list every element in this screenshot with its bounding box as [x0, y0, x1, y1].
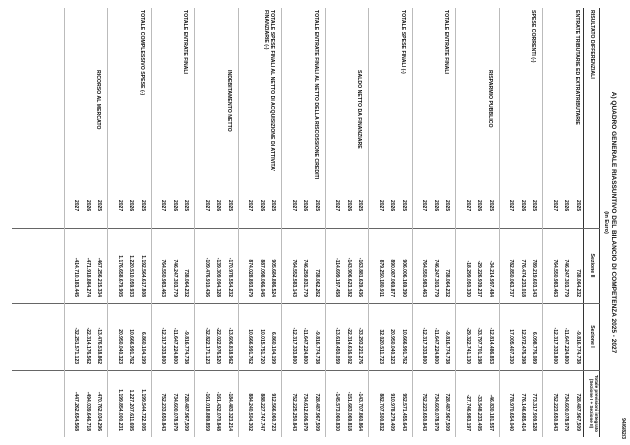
- value-totale: 734.600.078.979: [563, 393, 570, 431]
- row-year: 2027: [334, 200, 341, 212]
- value-totale: 776.146.685.414: [520, 393, 526, 431]
- row-label: SPESE CORRENTI (-): [530, 10, 537, 63]
- value-sezione-i: 10.666.991.762: [401, 329, 407, 364]
- value-sezione-i: 20.950.040.323: [389, 329, 396, 364]
- value-totale: 912.566.060.723: [270, 393, 277, 431]
- row-year: 2025: [314, 200, 320, 212]
- value-totale: 734.612.606.979: [302, 393, 309, 431]
- value-sezione-ii: -471.918.884.274: [85, 257, 91, 297]
- value-totale: -161.432.070.848: [215, 391, 222, 431]
- value-sezione-i: -22.314.616.002: [346, 327, 352, 364]
- value-sezione-ii: -143.906.623.182: [346, 257, 352, 297]
- value-sezione-i: 12.972.476.398: [520, 329, 526, 364]
- value-sezione-i: -22.022.976.520: [215, 327, 222, 364]
- value-sezione-i: -29.322.741.130: [465, 327, 471, 364]
- row-label: TOTALE ENTRATE FINALI: [182, 10, 189, 74]
- row-year: 2025: [96, 200, 103, 212]
- value-totale: -161.018.889.859: [204, 391, 210, 431]
- row-year: 2027: [465, 200, 471, 212]
- value-sezione-ii: -467.256.215.334: [96, 257, 103, 297]
- value-totale: 728.487.967,509: [314, 393, 320, 431]
- value-totale: 734.600.078.979: [172, 393, 178, 431]
- row-label: TOTALE COMPLESSIVO SPESE (-): [139, 10, 145, 96]
- value-totale: 752.225.250.843: [291, 393, 297, 431]
- value-totale: 884.240.504.302: [247, 393, 254, 431]
- row-year: 2027: [73, 200, 80, 212]
- row-separator: [543, 8, 544, 437]
- value-sezione-ii: -139.309.094.328: [215, 257, 222, 297]
- value-sezione-ii: 782.850.063.737: [508, 259, 515, 297]
- value-totale: -494.039.646.718: [85, 391, 91, 431]
- header-sezione-ii: Sezione II: [589, 253, 595, 278]
- value-sezione-ii: 789.219.603.143: [531, 259, 538, 297]
- value-sezione-i: 6.860.104.199: [140, 332, 146, 364]
- row-year: 2025: [183, 200, 190, 212]
- value-sezione-ii: 905.684.886.524: [270, 259, 277, 297]
- value-sezione-ii: 746.247.303.779: [563, 259, 570, 297]
- row-label: TOTALE ENTRATE FINALI: [443, 10, 450, 74]
- value-sezione-i: -22.314.176.562: [85, 327, 91, 364]
- page-subtitle: (in Euro): [603, 211, 609, 234]
- value-sezione-ii: 764.552.583.143: [291, 259, 297, 297]
- row-year: 2026: [346, 200, 352, 212]
- value-totale: -143.707.860.864: [357, 391, 364, 431]
- row-label: TOTALE ENTRATE FINALI AL NETTO DELLA RISCOSSIONE CREDITI: [313, 10, 319, 180]
- value-sezione-i: -12.317.333.800: [552, 327, 558, 364]
- value-totale: 752.223.650.843: [552, 393, 558, 431]
- value-sezione-i: -33.797.701.198: [476, 327, 483, 364]
- row-year: 2027: [378, 200, 384, 212]
- value-sezione-ii: 906.006.169.390: [401, 259, 407, 297]
- value-sezione-ii: -114.699.197.458: [334, 258, 341, 297]
- column-divider: [12, 370, 600, 371]
- value-sezione-i: 17.005.407.330: [508, 329, 515, 364]
- header-top-rule: [599, 8, 600, 437]
- row-label: ENTRATE TRIBUTARIE ED EXTRATRIBUTARIE: [574, 10, 580, 125]
- row-separator: [499, 8, 500, 437]
- value-totale: -46.830.181.557: [488, 394, 494, 431]
- row-year: 2025: [357, 200, 364, 212]
- value-totale: 778.970.654.040: [508, 393, 515, 431]
- row-year: 2027: [508, 200, 515, 212]
- value-sezione-ii: -170.978.554.232: [227, 257, 233, 297]
- column-divider: [12, 303, 600, 304]
- value-sezione-i: 6.098.776.089: [531, 332, 538, 364]
- row-separator: [369, 8, 370, 437]
- header-label: RISULTATO DIFFERENZIALI: [589, 10, 595, 79]
- header-bottom-rule: [583, 8, 584, 437]
- row-year: 2027: [117, 200, 123, 212]
- value-sezione-ii: 746.247.303.779: [433, 259, 439, 297]
- header-sezione-i: Sezione I: [589, 325, 595, 348]
- page-number: 94/6/82/3: [620, 418, 626, 439]
- value-sezione-ii: 764.550.983.463: [552, 259, 558, 297]
- row-label: TOTALE SPESE FINALI (-): [400, 10, 406, 74]
- row-year: 2025: [140, 200, 146, 212]
- row-year: 2027: [204, 200, 210, 212]
- value-totale: 882.707.500.832: [378, 393, 384, 431]
- row-year: 2026: [302, 200, 309, 212]
- value-sezione-i: -33.293.221.276: [357, 327, 364, 364]
- value-sezione-i: -32.251.571.123: [73, 327, 80, 364]
- row-separator: [412, 8, 413, 437]
- value-sezione-i: -12.317.333.800: [160, 327, 167, 364]
- row-year: 2027: [421, 200, 428, 212]
- value-sezione-ii: 887.098.066.045: [259, 259, 265, 297]
- value-totale: -470.762.034.296: [96, 391, 103, 431]
- value-sezione-i: -9.816.774.738: [183, 330, 190, 364]
- row-label: RISPARMIO PUBBLICO: [487, 70, 493, 128]
- row-separator: [282, 8, 283, 437]
- value-sezione-ii: 746.259.831.779: [302, 259, 309, 297]
- value-sezione-ii: 764.550.983.463: [160, 259, 167, 297]
- row-separator: [325, 8, 326, 437]
- value-sezione-ii: 776.474.233.018: [520, 259, 526, 297]
- row-year: 2026: [172, 200, 178, 212]
- value-sezione-ii: 738.064.232: [183, 269, 190, 297]
- header-totale: Totale previsioni integrato (Sezione I + Sezione II): [589, 374, 599, 433]
- value-sezione-ii: 764.550.983.463: [421, 259, 428, 297]
- value-sezione-ii: -109.476.910.436: [204, 257, 210, 297]
- value-sezione-ii: -34.214.997.484: [488, 260, 494, 297]
- row-label: TOTALE SPESE FINALI AL NETTO DI ACQUISIZIONE DI ATTIVITA' FINANZIARIE (-): [263, 10, 276, 172]
- value-sezione-ii: 738.062.262: [314, 269, 320, 297]
- row-year: 2027: [160, 200, 167, 212]
- value-sezione-ii: 1.220.510.059.933: [128, 255, 135, 297]
- row-year: 2026: [215, 200, 222, 212]
- row-year: 2026: [128, 200, 135, 212]
- value-sezione-ii: -163.881.639.436: [357, 257, 364, 297]
- row-year: 2026: [389, 200, 396, 212]
- row-year: 2025: [444, 200, 451, 212]
- value-totale: 1.199.854.000.231: [117, 389, 123, 431]
- value-totale: -27.746.983.197: [465, 394, 471, 431]
- row-separator: [456, 8, 457, 437]
- value-totale: 728.487.967,509: [444, 393, 451, 431]
- row-year: 2026: [85, 200, 91, 212]
- value-sezione-i: -11.647.224.800: [172, 327, 178, 364]
- value-sezione-ii: -29.226.939.237: [476, 260, 483, 297]
- row-label: RICORSO AL MERCATO: [95, 70, 102, 130]
- row-separator: [108, 8, 109, 437]
- value-sezione-i: -13.606.818.962: [227, 327, 233, 364]
- value-totale: 888.227.747.747: [259, 393, 265, 431]
- value-sezione-ii: 874.028.893.679: [247, 259, 254, 297]
- row-separator: [195, 8, 196, 437]
- value-totale: -184.483.323.214: [227, 391, 233, 431]
- value-totale: 1.199.544.722.005: [140, 389, 146, 431]
- row-year: 2025: [227, 200, 233, 212]
- value-sezione-i: 10.015.751.720: [259, 329, 265, 364]
- value-sezione-i: 10.666.991.762: [247, 329, 254, 364]
- value-sezione-i: -9.816.774.738: [314, 330, 320, 364]
- value-totale: 773.317.909.528: [531, 393, 538, 431]
- value-totale: 952.571.455.643: [401, 393, 407, 431]
- row-year: 2025: [575, 200, 581, 212]
- row-year: 2026: [476, 200, 483, 212]
- value-sezione-i: -12.814.486.853: [488, 327, 494, 364]
- row-year: 2027: [247, 200, 254, 212]
- row-label: SALDO NETTO DA FINANZIARE: [356, 70, 363, 149]
- row-year: 2025: [401, 200, 407, 212]
- column-divider: [12, 228, 600, 229]
- value-sezione-ii: 746.247.303.779: [172, 259, 178, 297]
- value-sezione-i: -11.647.224.800: [563, 327, 570, 364]
- row-year: 2025: [488, 200, 494, 212]
- row-year: 2027: [291, 200, 297, 212]
- page-title: A) QUADRO GENERALE RIASSUNTIVO DEL BILANCIO DI COMPETENZA 2025 - 2027: [610, 91, 617, 354]
- value-sezione-i: -32.822.171.123: [204, 327, 210, 364]
- row-separator: [238, 8, 239, 437]
- value-totale: 910.978.279.409: [389, 393, 396, 431]
- value-totale: 734.600.078.979: [433, 393, 439, 431]
- value-sezione-ii: -18.299.050.330: [465, 260, 471, 297]
- value-totale: 752.223.650.843: [421, 393, 428, 431]
- value-sezione-ii: 738.064.232: [444, 269, 451, 297]
- value-totale: -33.548.233.405: [476, 394, 483, 431]
- row-year: 2027: [552, 200, 558, 212]
- row-year: 2026: [259, 200, 265, 212]
- value-sezione-i: 6.860.104.199: [270, 332, 277, 364]
- value-sezione-i: -9.816.774.738: [444, 330, 451, 364]
- value-sezione-i: -12.317.333.800: [291, 327, 297, 364]
- value-sezione-i: 10.666.991.762: [128, 329, 135, 364]
- value-totale: -447.262.654.568: [73, 391, 80, 431]
- row-year: 2025: [270, 200, 277, 212]
- value-totale: 728.487.967,509: [183, 393, 190, 431]
- value-totale: 752.233.650.843: [160, 393, 167, 431]
- row-year: 2026: [433, 200, 439, 212]
- value-sezione-ii: 890.087.069.877: [389, 259, 396, 297]
- value-sezione-ii: 879.250.180.911: [378, 259, 384, 297]
- value-sezione-ii: 738.064.232: [575, 269, 581, 297]
- row-year: 2026: [563, 200, 570, 212]
- value-sezione-ii: 1.192.564.617.808: [140, 255, 146, 297]
- value-sezione-i: -12.317.333.800: [421, 327, 428, 364]
- value-sezione-i: -13.476.518.862: [96, 327, 103, 364]
- value-totale: -145.573.060.830: [334, 391, 341, 431]
- value-sezione-i: -11.647.224.800: [302, 327, 309, 364]
- value-sezione-i: -11.647.224.800: [433, 327, 439, 364]
- row-year: 2026: [520, 200, 526, 212]
- value-sezione-i: 20.950.040.323: [117, 329, 123, 364]
- value-sezione-ii: -414.710.183.445: [73, 257, 80, 297]
- value-sezione-i: -9.816.774.738: [575, 330, 581, 364]
- row-separator: [151, 8, 152, 437]
- value-sezione-i: -13.618.450.059: [334, 327, 341, 364]
- value-sezione-i: 32.020.511.723: [378, 329, 384, 364]
- row-label: INDEBITAMENTO NETTO: [226, 70, 232, 132]
- value-totale: -151.683.069.818: [346, 391, 352, 431]
- value-sezione-ii: 1.176.658.679.905: [117, 255, 123, 297]
- row-year: 2025: [531, 200, 538, 212]
- value-totale: 728.487.967,509: [575, 393, 581, 431]
- value-totale: 1.227.207.611.695: [128, 389, 135, 431]
- row-separator: [64, 8, 65, 437]
